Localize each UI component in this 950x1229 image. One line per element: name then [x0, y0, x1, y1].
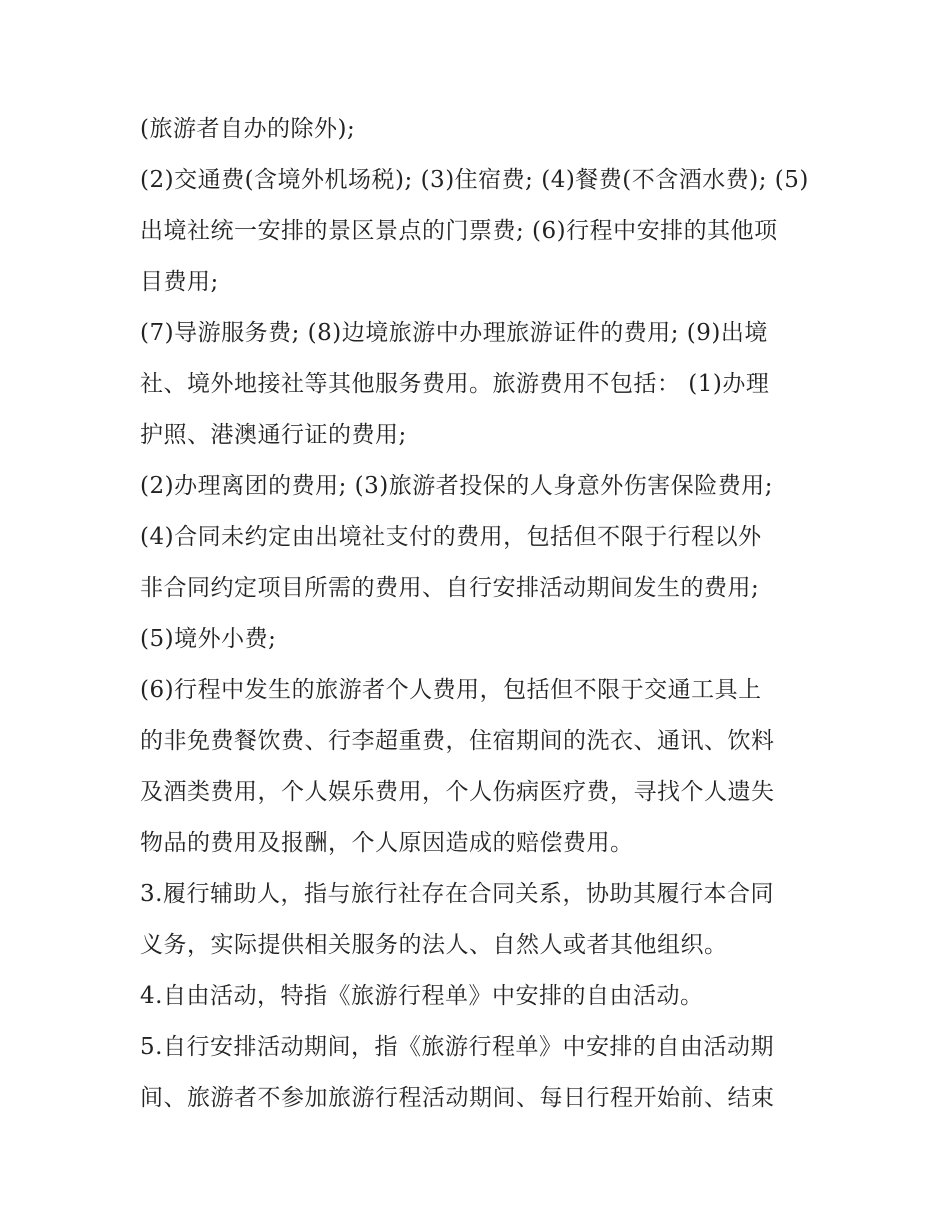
paragraph-8 — [140, 869, 820, 971]
text-line: 护照、港澳通行证的费用; — [140, 422, 407, 448]
paragraph-9 — [140, 971, 820, 1022]
text-line: 义务，实际提供相关服务的法人、自然人或者其他组织。 — [140, 932, 728, 958]
text-line: (2)办理离团的费用; (3)旅游者投保的人身意外伤害保险费用; — [140, 473, 773, 499]
text-line: 4.自由活动，特指《旅游行程单》中安排的自由活动。 — [140, 983, 704, 1009]
text-line: 间、旅游者不参加旅游行程活动期间、每日行程开始前、结束 — [140, 1085, 775, 1111]
paragraph-10 — [140, 1022, 820, 1124]
paragraph-5 — [140, 512, 820, 614]
text-line: 出境社统一安排的景区景点的门票费; (6)行程中安排的其他项 — [140, 218, 778, 244]
text-line: 的非免费餐饮费、行李超重费，住宿期间的洗衣、通讯、饮料 — [140, 728, 775, 754]
paragraph-6 — [140, 614, 820, 665]
text-line: 5.自行安排活动期间，指《旅游行程单》中安排的自由活动期 — [140, 1034, 774, 1060]
text-line: (6)行程中发生的旅游者个人费用，包括但不限于交通工具上 — [140, 677, 762, 703]
text-line: 非合同约定项目所需的费用、自行安排活动期间发生的费用; — [140, 575, 760, 601]
text-line: 3.履行辅助人，指与旅行社存在合同关系，协助其履行本合同 — [140, 881, 774, 907]
text-line: 及酒类费用，个人娱乐费用，个人伤病医疗费，寻找个人遗失 — [140, 779, 775, 805]
paragraph-2 — [140, 155, 820, 308]
paragraph-3 — [140, 308, 820, 461]
paragraph-4 — [140, 461, 820, 512]
paragraph-1 — [140, 104, 820, 155]
text-line: (7)导游服务费; (8)边境旅游中办理旅游证件的费用; (9)出境 — [140, 320, 768, 346]
text-line: 物品的费用及报酬，个人原因造成的赔偿费用。 — [140, 830, 634, 856]
text-line: 目费用; — [140, 269, 219, 295]
text-line: 社、境外地接社等其他服务费用。旅游费用不包括： (1)办理 — [140, 371, 770, 397]
text-line: (旅游者自办的除外); — [140, 116, 356, 142]
paragraph-7 — [140, 665, 820, 869]
document-body — [140, 104, 820, 1124]
text-line: (2)交通费(含境外机场税); (3)住宿费; (4)餐费(不含酒水费); (5) — [140, 167, 809, 193]
text-line: (5)境外小费; — [140, 626, 277, 652]
text-line: (4)合同未约定由出境社支付的费用，包括但不限于行程以外 — [140, 524, 762, 550]
